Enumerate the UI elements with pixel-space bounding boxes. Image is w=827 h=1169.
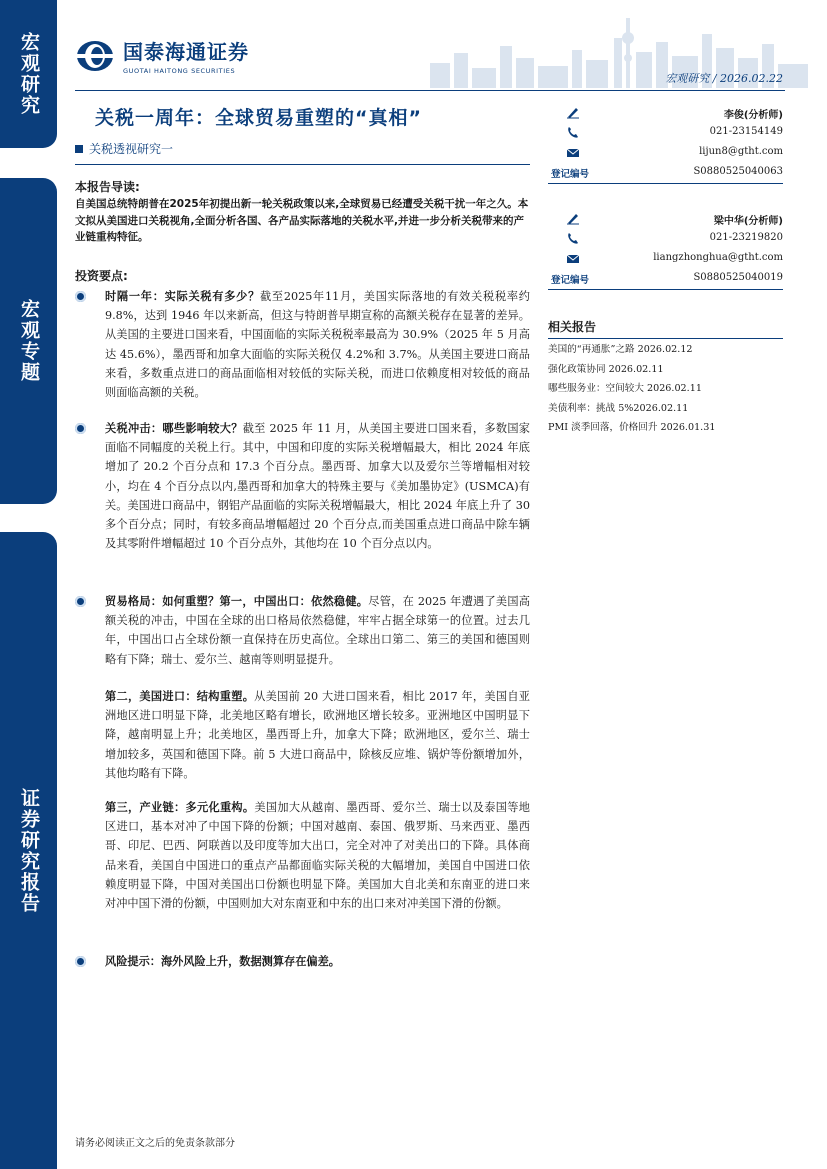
point-text: 截至 2025 年 11 月，从美国主要进口国来看，多数国家面临不同幅度的关税上行。其中，中国和印度的实际关税增幅最大，相比 2024 年底增加了 20.2 个百分点和 17.3 个百分点。墨西哥、加拿大以及爱尔兰等增幅相对较小，均在 4 个百分点以内,墨西哥和加拿大的特殊主要与《美加墨协定》(USMCA)有关。美国进口商品中，钢铝产品面临的实际关税增幅最大，相比 2024 年底上升了 30 多个百分点；同时，有较多商品增幅超过 20 个百分点,而美国重点进口商品中除车辆及其零附件增幅超过 10 个百分点外，其他均在 10 个百分点以内。 — [105, 422, 530, 551]
guide-body: 自美国总统特朗普在2025年初提出新一轮关税政策以来,全球贸易已经遭受关税干扰一年之久。本文拟从美国进口关税视角,全面分析各国、各产品实际落地的关税水平,并进一步分析关税带来的产业链重构特征。 — [75, 198, 529, 243]
logo-name-cn: 国泰海通证券 — [123, 40, 249, 64]
phone-icon — [566, 232, 580, 245]
pen-icon — [566, 106, 580, 119]
analyst-email[interactable]: liangzhonghua@gtht.com — [653, 252, 783, 263]
report-title: 关税一周年：全球贸易重塑的“真相” — [95, 107, 422, 129]
related-reports-heading: 相关报告 — [548, 320, 597, 334]
company-logo — [75, 36, 249, 75]
sidebar-label-securities-report: 证券研究报告 — [0, 532, 57, 1169]
point-text: 从美国前 20 大进口国来看，相比 2017 年，美国自亚洲地区进口明显下降，北美地区略有增长，欧洲地区增长较多。亚洲地区中国明显下降，越南明显上升；北美地区，墨西哥上升，加拿大下降；欧洲地区，爱尔兰、瑞士增加较多，英国和德国下降。前 5 大进口商品中，除核反应堆、锅炉等份额增加外，其他均略有下降。 — [105, 690, 530, 780]
analyst-email[interactable]: lijun8@gtht.com — [699, 146, 783, 157]
bullet-icon — [75, 291, 86, 302]
analyst-phone: 021-23219820 — [709, 232, 783, 243]
analyst-divider — [548, 183, 783, 184]
risk-warning — [75, 952, 530, 971]
square-bullet-icon — [75, 145, 83, 153]
point-text: 美国加大从越南、墨西哥、爱尔兰、瑞士以及泰国等地区进口，基本对冲了中国下降的份额；中国对越南、泰国、俄罗斯、马来西亚、墨西哥、印尼、巴西、阿联酋以及印度等加大出口，完全对冲了对美出口的下降。具体商品来看，美国自中国进口的重点产品都面临实际关税的大幅增加，美国自中国进口依赖度明显下降，中国对美国出口份额也明显下降。美国加大自北美和东南亚的进口来对冲中国下滑的份额，中国则加大对东南亚和中东的出口来对冲美国下滑的份额。 — [105, 801, 530, 911]
phone-icon — [566, 126, 580, 139]
investment-point-sub — [75, 798, 530, 913]
investment-point — [75, 592, 530, 669]
investment-point — [75, 287, 530, 402]
investment-point-sub — [75, 687, 530, 783]
point-lead: 时隔一年：实际关税有多少？ — [105, 290, 260, 303]
point-lead: 第三，产业链：多元化重构。 — [105, 801, 255, 814]
report-category-date: 宏观研究 / 2026.02.22 — [665, 72, 783, 85]
pen-icon — [566, 212, 580, 225]
investment-points-heading: 投资要点: — [75, 269, 128, 283]
analyst-divider — [548, 289, 783, 290]
email-icon — [566, 146, 580, 159]
disclaimer-footer: 请务必阅读正文之后的免责条款部分 — [75, 1138, 235, 1149]
analyst-card — [548, 104, 783, 184]
subtitle-text: 关税透视研究一 — [89, 142, 174, 156]
related-report-link[interactable]: 哪些服务业：空间较大 2026.02.11 — [548, 383, 702, 394]
related-report-link[interactable]: PMI 淡季回落，价格回升 2026.01.31 — [548, 422, 716, 433]
point-lead: 风险提示：海外风险上升，数据测算存在偏差。 — [105, 955, 340, 968]
point-text: 截至2025年11月，美国实际落地的有效关税税率约 9.8%，达到 1946 年以来新高，但这与特朗普早期宣称的高额关税存在显著的差异。从美国的主要进口国来看，中国面临的实际关税税率最高为 30.9%（2025 年 5 月高达 45.6%），墨西哥和加拿大面临的实际关税仅 4.2%和 3.7%。从美国主要进口商品来看，多数重点进口的商品面临相对较低的实际关税，而进口依赖度相对较低的商品则面临高额的关税。 — [105, 290, 530, 400]
point-lead: 贸易格局：如何重塑？第一，中国出口：依然稳健。 — [105, 595, 369, 608]
point-lead: 第二，美国进口：结构重塑。 — [105, 690, 255, 703]
point-lead: 关税冲击：哪些影响较大？ — [105, 422, 243, 435]
registration-number: S0880525040063 — [693, 166, 783, 177]
logo-name-en: GUOTAI HAITONG SECURITIES — [123, 67, 236, 75]
left-sidebar — [0, 0, 57, 1169]
bullet-icon — [75, 956, 86, 967]
email-icon — [566, 252, 580, 265]
related-report-link[interactable]: 美债利率：挑战 5%2026.02.11 — [548, 402, 689, 414]
registration-label: 登记编号 — [551, 275, 590, 286]
report-subtitle — [75, 140, 173, 157]
guide-heading: 本报告导读: — [75, 180, 140, 194]
related-report-link[interactable]: 强化政策协同 2026.02.11 — [548, 363, 664, 375]
logo-mark-icon — [75, 39, 115, 73]
bullet-icon — [75, 596, 86, 607]
related-report-link[interactable]: 美国的“再通胀”之路 2026.02.12 — [548, 344, 693, 355]
related-reports-list — [548, 340, 788, 438]
related-reports-divider — [548, 338, 783, 339]
sidebar-label-macro-topic: 宏观专题 — [0, 178, 57, 504]
analyst-name: 李俊(分析师) — [723, 110, 783, 121]
subtitle-divider — [75, 164, 530, 165]
analyst-card — [548, 210, 783, 290]
header-divider — [75, 90, 785, 91]
point-text: 尽管，在 2025 年遭遇了美国高额关税的冲击，中国在全球的出口格局依然稳健，牢牢占据全球第一的位置。过去几年，中国出口占全球份额一直保持在历史高位。全球出口第二、第三的美国和德国则略有下降；瑞士、爱尔兰、越南等则明显提升。 — [105, 595, 530, 666]
analyst-phone: 021-23154149 — [709, 126, 783, 137]
bullet-icon — [75, 423, 86, 434]
investment-point — [75, 419, 530, 553]
registration-number: S0880525040019 — [693, 272, 783, 283]
analyst-name: 梁中华(分析师) — [713, 216, 783, 227]
sidebar-label-macro-research: 宏观研究 — [0, 0, 57, 148]
registration-label: 登记编号 — [551, 169, 590, 180]
